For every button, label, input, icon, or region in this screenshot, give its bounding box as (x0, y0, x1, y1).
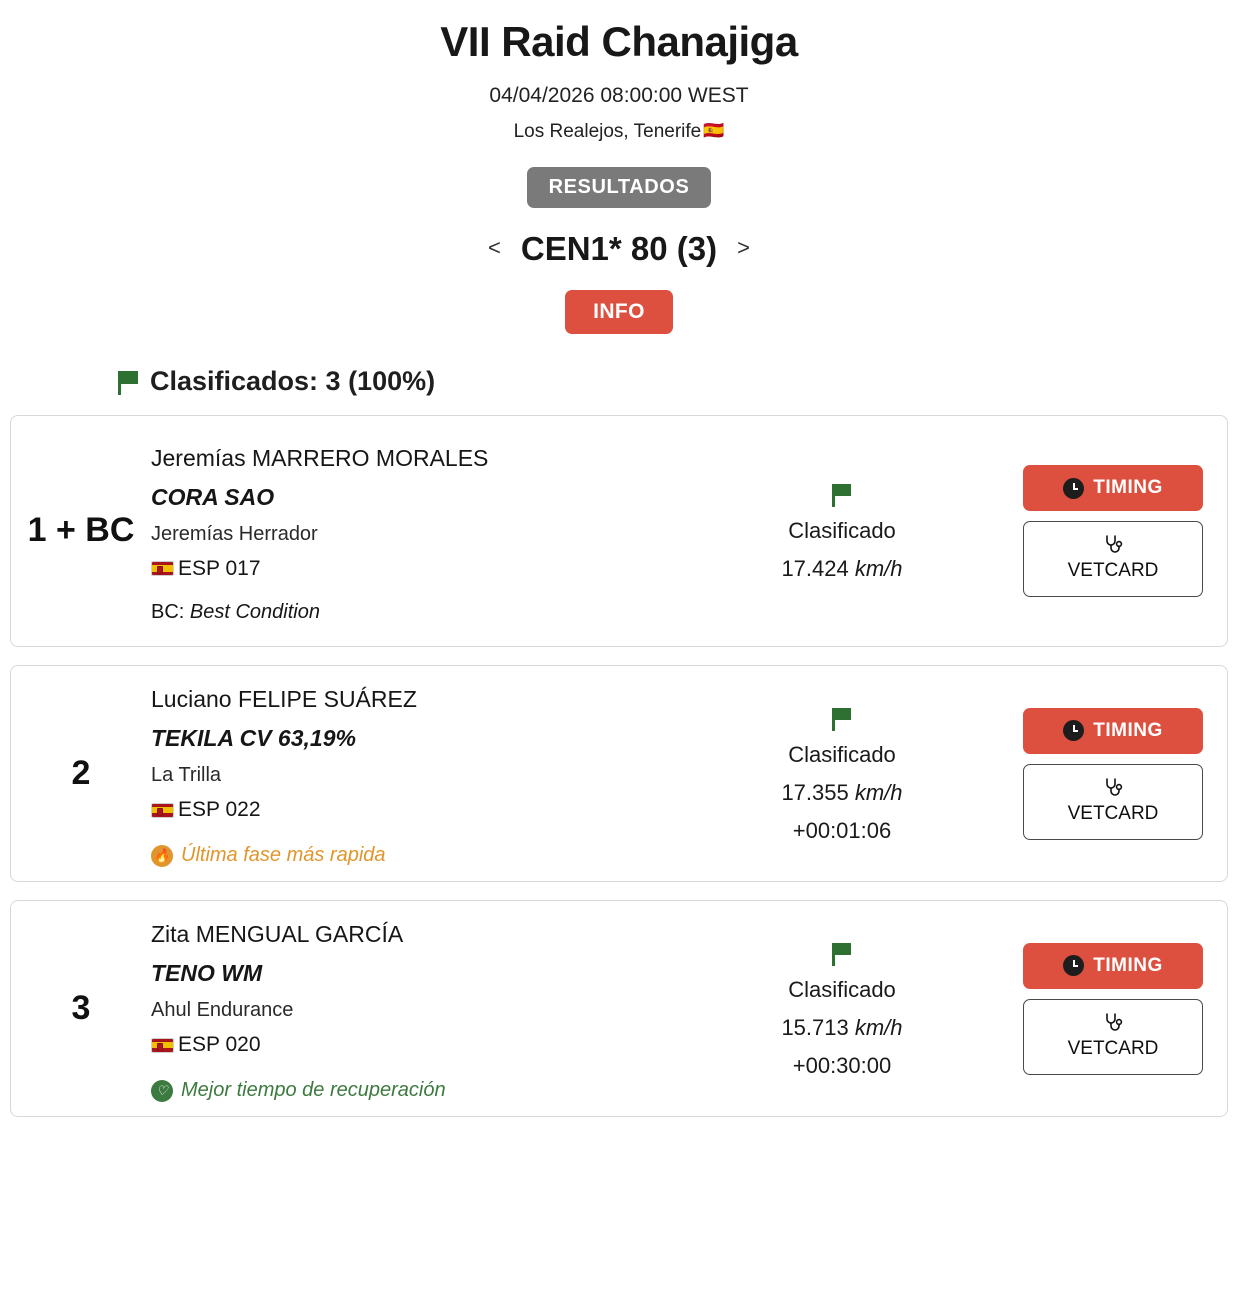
result-row[interactable] (10, 900, 1228, 1117)
row-actions (1007, 915, 1227, 1102)
speed-number: 15.713 (781, 1014, 849, 1040)
clock-icon (1063, 478, 1084, 499)
vetcard-button[interactable] (1023, 521, 1203, 597)
status-text: Clasificado (788, 741, 896, 767)
best-condition-note (151, 601, 677, 624)
horse-name: CORA SAO (151, 483, 275, 510)
row-actions (1007, 430, 1227, 632)
rank-cell (11, 915, 151, 1102)
vetcard-button[interactable] (1023, 999, 1203, 1075)
event-location-text: Los Realejos, Tenerife (513, 121, 702, 142)
vetcard-label: VETCARD (1067, 560, 1159, 581)
class-navigator (0, 230, 1238, 268)
info-button[interactable]: INFO (565, 290, 673, 334)
status-cell (677, 680, 1007, 867)
award-text: Última fase más rapida (181, 844, 386, 866)
timing-label: TIMING (1093, 719, 1163, 741)
heartbeat-icon: ♡ (151, 1080, 173, 1102)
timing-button[interactable] (1023, 708, 1203, 754)
green-flag-icon (832, 943, 852, 967)
country-cell (151, 557, 677, 581)
note-value: Best Condition (189, 600, 320, 623)
speed-unit: km/h (854, 556, 903, 581)
info-row (0, 290, 1238, 334)
country-code: ESP 020 (178, 1033, 261, 1056)
rider-name: Zita MENGUAL GARCÍA (151, 921, 404, 947)
award-text: Mejor tiempo de recuperación (181, 1079, 446, 1101)
speed-number: 17.424 (781, 556, 849, 581)
stethoscope-icon (1102, 534, 1124, 556)
team-name: Ahul Endurance (151, 999, 294, 1021)
rank-value: 1 + BC (27, 511, 135, 550)
status-text: Clasificado (788, 518, 896, 543)
award-note (151, 1079, 677, 1102)
competitor-info (151, 430, 677, 632)
results-badge-row (0, 167, 1238, 208)
rider-name: Jeremías MARRERO MORALES (151, 444, 489, 471)
gap-time: +00:01:06 (792, 817, 892, 843)
class-name: CEN1* 80 (3) (520, 230, 718, 267)
next-class-arrow[interactable]: > (737, 235, 750, 260)
country-cell (151, 1033, 677, 1057)
results-page (0, 18, 1238, 1117)
spain-flag-icon (151, 803, 174, 818)
spain-flag-icon (151, 561, 174, 576)
competitor-info (151, 680, 677, 867)
vetcard-label: VETCARD (1067, 802, 1159, 824)
vetcard-button[interactable] (1023, 764, 1203, 840)
qualified-summary-text: Clasificados: 3 (100%) (150, 366, 436, 396)
status-text: Clasificado (788, 976, 896, 1002)
gap-time: +00:30:00 (792, 1052, 892, 1078)
rank-cell (11, 680, 151, 867)
vetcard-label: VETCARD (1067, 1037, 1159, 1059)
clock-icon (1063, 720, 1084, 741)
speed-value (781, 1015, 902, 1041)
speed-unit: km/h (854, 1014, 903, 1040)
award-note (151, 844, 677, 867)
event-location (0, 121, 1238, 143)
rider-name: Luciano FELIPE SUÁREZ (151, 686, 417, 712)
results-list (0, 415, 1238, 1117)
speed-unit: km/h (854, 779, 903, 805)
event-datetime: 04/04/2026 08:00:00 WEST (489, 84, 749, 107)
rank-value: 3 (71, 988, 91, 1027)
timing-button[interactable] (1023, 465, 1203, 511)
qualified-summary (118, 366, 1238, 397)
clock-icon (1063, 955, 1084, 976)
speed-number: 17.355 (781, 779, 849, 805)
rank-value: 2 (71, 753, 91, 792)
status-cell (677, 915, 1007, 1102)
team-name: Jeremías Herrador (151, 522, 318, 545)
page-title: VII Raid Chanajiga (440, 18, 798, 65)
competitor-info (151, 915, 677, 1102)
rank-cell (11, 430, 151, 632)
spain-flag-icon (151, 1038, 174, 1053)
flame-icon: 🔥 (151, 845, 173, 867)
prev-class-arrow[interactable]: < (488, 235, 501, 260)
country-code: ESP 022 (178, 798, 261, 821)
speed-value (781, 780, 902, 806)
status-cell (677, 430, 1007, 632)
country-cell (151, 798, 677, 822)
result-row[interactable] (10, 665, 1228, 882)
green-flag-icon (832, 484, 852, 508)
result-row[interactable] (10, 415, 1228, 647)
team-name: La Trilla (151, 764, 222, 786)
stethoscope-icon (1102, 777, 1124, 799)
country-code: ESP 017 (178, 556, 261, 580)
row-actions (1007, 680, 1227, 867)
timing-label: TIMING (1093, 477, 1163, 498)
timing-label: TIMING (1093, 954, 1163, 976)
green-flag-icon (832, 708, 852, 732)
stethoscope-icon (1102, 1012, 1124, 1034)
status-badge: RESULTADOS (527, 167, 712, 208)
green-flag-icon (118, 369, 140, 395)
note-label: BC: (151, 600, 185, 623)
horse-name: TENO WM (151, 960, 263, 986)
spain-flag-emoji: 🇪🇸 (703, 121, 725, 140)
speed-value (781, 556, 902, 582)
horse-name: TEKILA CV 63,19% (151, 725, 356, 751)
timing-button[interactable] (1023, 943, 1203, 989)
